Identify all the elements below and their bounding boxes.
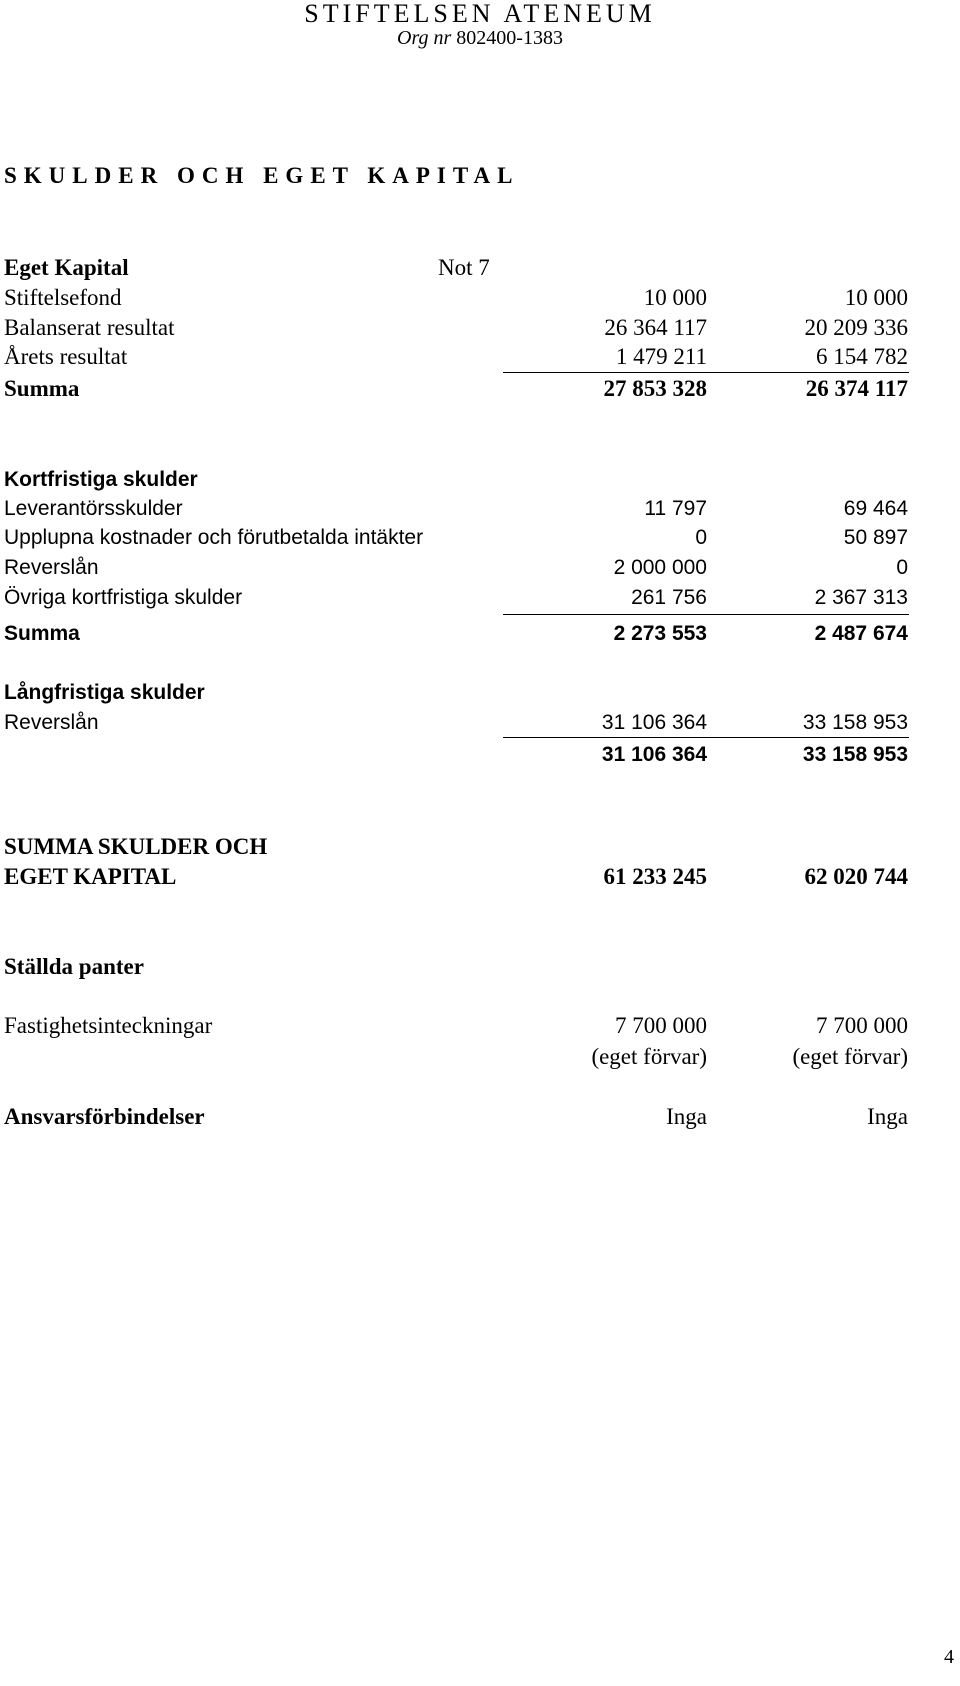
sum-current-year: 31 106 364 (601, 743, 707, 766)
kortfristiga-heading: Kortfristiga skulder (4, 468, 198, 491)
value-current-year: 11 797 (644, 497, 707, 520)
sum-previous-year: 33 158 953 (802, 743, 908, 766)
table-row (0, 553, 960, 583)
sum-rule (503, 737, 909, 738)
table-row (0, 494, 960, 524)
sum-current-year: 27 853 328 (603, 376, 707, 401)
sum-row (0, 740, 960, 770)
org-nr-value: 802400-1383 (456, 27, 563, 49)
table-row (0, 583, 960, 613)
value-current-year: 2 000 000 (613, 556, 707, 579)
value-note-previous-year: (eget förvar) (792, 1044, 908, 1069)
sum-current-year: 2 273 553 (613, 622, 707, 645)
eget-kapital-heading: Eget Kapital (4, 255, 129, 280)
sum-label: Summa (4, 622, 80, 645)
value-current-year: Inga (666, 1104, 707, 1129)
value-previous-year: 10 000 (844, 285, 908, 310)
organization-number (0, 26, 960, 50)
page-number: 4 (944, 1646, 954, 1668)
value-previous-year: 7 700 000 (816, 1013, 908, 1038)
row-label: Reverslån (4, 556, 99, 579)
sum-row (0, 619, 960, 649)
value-current-year: 31 106 364 (601, 711, 707, 734)
value-previous-year: 69 464 (843, 497, 908, 520)
value-current-year: 7 700 000 (615, 1013, 707, 1038)
eget-kapital-heading-row (0, 253, 960, 283)
table-row (0, 342, 960, 372)
value-current-year: 10 000 (643, 285, 707, 310)
sum-rule (503, 372, 909, 373)
value-previous-year: Inga (867, 1104, 908, 1129)
total-current-year: 61 233 245 (603, 864, 707, 889)
row-label: Leverantörsskulder (4, 497, 183, 520)
total-label-line2: EGET KAPITAL (4, 864, 177, 889)
sum-previous-year: 2 487 674 (814, 622, 908, 645)
value-previous-year: 2 367 313 (814, 586, 908, 609)
value-note-current-year: (eget förvar) (591, 1044, 707, 1069)
langfristiga-heading: Långfristiga skulder (4, 681, 205, 704)
row-label: Övriga kortfristiga skulder (4, 586, 243, 609)
row-label: Reverslån (4, 711, 99, 734)
value-previous-year: 0 (896, 556, 908, 579)
total-row (0, 862, 960, 892)
total-previous-year: 62 020 744 (804, 864, 908, 889)
value-current-year: 26 364 117 (604, 315, 707, 340)
ansvarsforbindelser-label: Ansvarsförbindelser (4, 1104, 205, 1129)
row-label: Fastighetsinteckningar (4, 1013, 213, 1038)
row-label: Årets resultat (4, 344, 128, 369)
value-current-year: 1 479 211 (615, 344, 707, 369)
value-previous-year: 50 897 (843, 526, 908, 549)
organization-name: STIFTELSEN ATENEUM (304, 0, 656, 28)
row-label: Stiftelsefond (4, 285, 122, 310)
value-current-year: 261 756 (631, 586, 707, 609)
table-row (0, 708, 960, 738)
stallda-panter-heading-row (0, 952, 960, 982)
sum-label: Summa (4, 376, 80, 401)
value-previous-year: 6 154 782 (816, 344, 908, 369)
org-nr-label: Org nr (397, 27, 452, 49)
table-row (0, 1042, 960, 1072)
value-previous-year: 20 209 336 (804, 315, 908, 340)
note-reference: Not 7 (438, 255, 490, 280)
stallda-panter-heading: Ställda panter (4, 954, 144, 979)
sum-rule (503, 614, 909, 615)
section-title: SKULDER OCH EGET KAPITAL (4, 163, 520, 188)
langfristiga-heading-row (0, 678, 960, 708)
sum-row (0, 374, 960, 404)
sum-previous-year: 26 374 117 (805, 376, 908, 401)
kortfristiga-heading-row (0, 465, 960, 495)
total-label-line1: SUMMA SKULDER OCH (4, 834, 268, 859)
value-previous-year: 33 158 953 (802, 711, 908, 734)
row-label: Upplupna kostnader och förutbetalda intäkter (4, 526, 424, 549)
total-heading-row (0, 832, 960, 862)
row-label: Balanserat resultat (4, 315, 175, 340)
table-row (0, 523, 960, 553)
table-row (0, 283, 960, 313)
table-row (0, 1011, 960, 1041)
ansvarsforbindelser-row (0, 1102, 960, 1132)
value-current-year: 0 (695, 526, 707, 549)
table-row (0, 313, 960, 343)
